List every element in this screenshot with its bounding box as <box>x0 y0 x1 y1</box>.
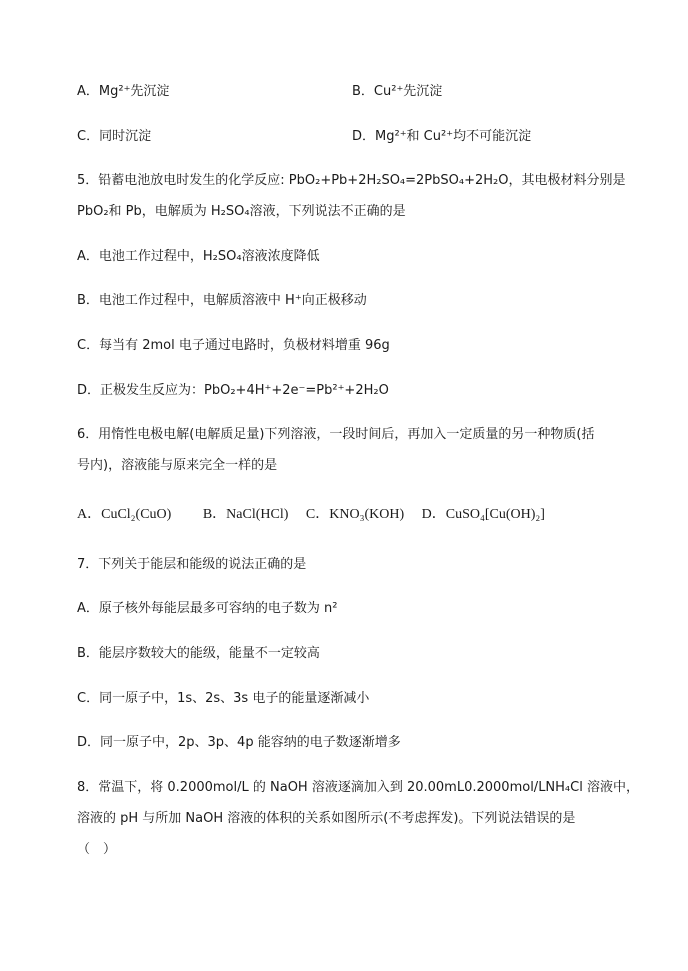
q6-options-row <box>77 506 545 524</box>
q6-stem-line2: 号内)，溶液能与原来完全一样的是 <box>77 458 278 473</box>
q6-option-b: B．NaCl(HCl) <box>202 507 289 522</box>
q6-option-a: A．CuCl₂(CuO) <box>77 507 172 522</box>
q5-option-b: B．电池工作过程中，电解质溶液中 H⁺向正极移动 <box>77 293 367 308</box>
q8-stem-line2: 溶液的 pH 与所加 NaOH 溶液的体积的关系如图所示(不考虑挥发)。下列说法错误的是 <box>77 811 576 826</box>
q8-stem-line1: 8．常温下，将 0.2000mol/L 的 NaOH 溶液逐滴加入到 20.00mL0.2000mol/LNH₄Cl 溶液中， <box>77 780 639 795</box>
q7-stem: 7．下列关于能层和能级的说法正确的是 <box>77 557 307 572</box>
q4-option-d: D．Mg²⁺和 Cu²⁺均不可能沉淀 <box>352 129 532 144</box>
q5-stem-line1: 5．铅蓄电池放电时发生的化学反应: PbO₂+Pb+2H₂SO₄=2PbSO₄+2H₂O，其电极材料分别是 <box>77 173 626 188</box>
q7-option-b: B．能层序数较大的能级，能量不一定较高 <box>77 646 320 661</box>
q4-option-b: B．Cu²⁺先沉淀 <box>352 84 443 99</box>
q7-option-c: C．同一原子中，1s、2s、3s 电子的能量逐渐减小 <box>77 691 370 706</box>
q5-stem-line2: PbO₂和 Pb，电解质为 H₂SO₄溶液，下列说法不正确的是 <box>77 204 406 219</box>
q5-option-a: A．电池工作过程中，H₂SO₄溶液浓度降低 <box>77 249 320 264</box>
q7-option-d: D．同一原子中，2p、3p、4p 能容纳的电子数逐渐增多 <box>77 735 401 750</box>
q4-option-a: A．Mg²⁺先沉淀 <box>77 84 170 99</box>
q8-answer-blank: （ ） <box>77 842 117 857</box>
q4-option-c: C．同时沉淀 <box>77 129 152 144</box>
q6-stem-line1: 6．用惰性电极电解(电解质足量)下列溶液，一段时间后，再加入一定质量的另一种物质(括 <box>77 427 595 442</box>
q5-option-c: C．每当有 2mol 电子通过电路时，负极材料增重 96g <box>77 338 390 353</box>
q6-option-d: D．CuSO₄[Cu(OH)₂] <box>421 507 545 522</box>
q7-option-a: A．原子核外每能层最多可容纳的电子数为 n² <box>77 601 338 616</box>
q5-option-d: D．正极发生反应为：PbO₂+4H⁺+2e⁻=Pb²⁺+2H₂O <box>77 383 389 398</box>
q6-option-c: C．KNO₃(KOH) <box>305 507 405 522</box>
